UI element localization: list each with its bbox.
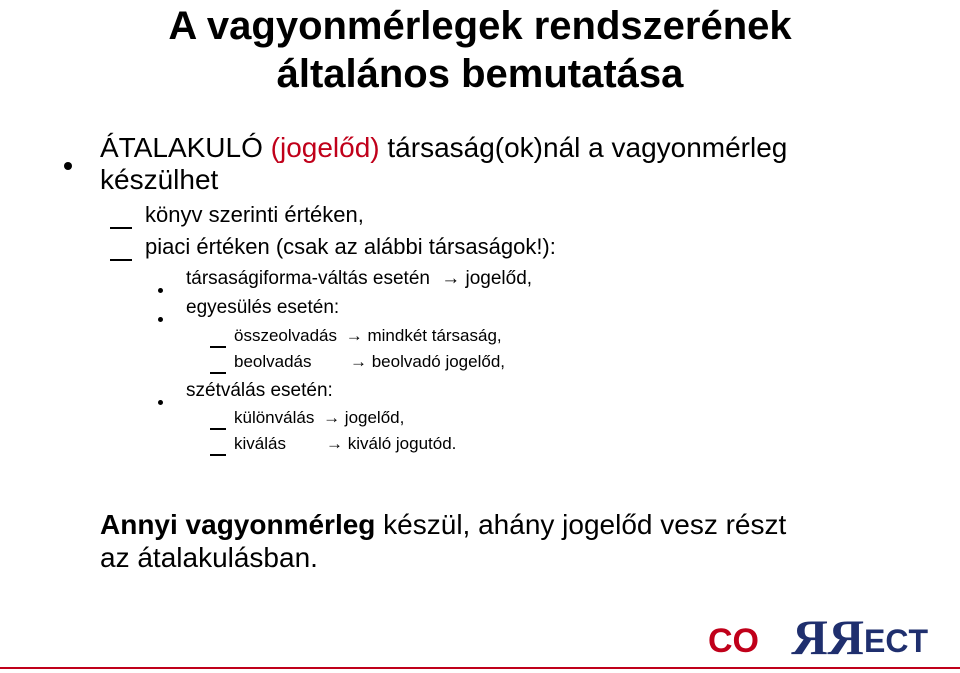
dash-icon [110,227,132,229]
summary-line-2: az átalakulásban. [100,542,318,573]
l4-separation-tail: jogelőd, [340,408,405,427]
summary-rest: készül, ahány jogelőd vesz részt [375,509,787,540]
arrow-right-icon: → [326,434,343,453]
bullet-dot-icon [158,317,163,322]
l3-demerger-text: szétválás esetén: [186,380,333,401]
arrow-right-icon: → [345,326,363,345]
sub-bullet-book-value-text: könyv szerinti értéken, [145,202,364,227]
l4-spin-off-tail: kiváló jogutód. [343,434,457,453]
l4-absorption-text: beolvadás [234,352,312,371]
arrow-right-icon: → [441,268,461,289]
l4-absorption-tail: beolvadó jogelőd, [367,352,506,371]
main-bullet-highlight: (jogelőd) [270,132,380,163]
correct-logo [706,608,956,666]
l4-consolidation-tail: mindkét társaság, [362,326,502,345]
sub-bullet-market-value-text: piaci értéken (csak az alábbi társaságok!): [145,234,556,259]
main-bullet-text-2: társaság(ok)nál a vagyonmérleg [379,132,788,163]
arrow-right-icon: → [323,408,341,427]
l3-form-change-text: társaságiforma-váltás esetén [186,268,430,289]
title-line-1: A vagyonmérlegek rendszerének [168,4,792,48]
dash-icon [210,454,226,456]
l3-form-change-tail: jogelőd, [460,268,533,289]
title-line-2: általános bemutatása [276,52,684,96]
logo-text-ect: ECT [864,623,928,659]
main-bullet-text-1: ÁTALAKULÓ [100,132,271,163]
arrow-right-icon: → [350,352,367,371]
l4-spin-off-text: kiválás [234,434,286,453]
summary-bold: Annyi vagyonmérleg [100,509,376,540]
slide-title [0,0,960,98]
bullet-dot-icon [64,162,72,170]
bottom-rule [0,667,960,669]
dash-icon [110,259,132,261]
logo-rr [791,609,864,665]
summary-statement [100,508,920,574]
logo-text-co: CO [708,622,759,660]
bullet-dot-icon [158,400,163,405]
dash-icon [210,372,226,374]
dash-icon [210,428,226,430]
main-bullet-text-3: készülhet [100,164,219,195]
l4-consolidation-text: összeolvadás [234,326,338,345]
l4-separation-text: különválás [234,408,315,427]
l3-merger-text: egyesülés esetén: [186,297,340,318]
bullet-dot-icon [158,288,163,293]
dash-icon [210,346,226,348]
logo-text-rr: RR [791,609,864,665]
